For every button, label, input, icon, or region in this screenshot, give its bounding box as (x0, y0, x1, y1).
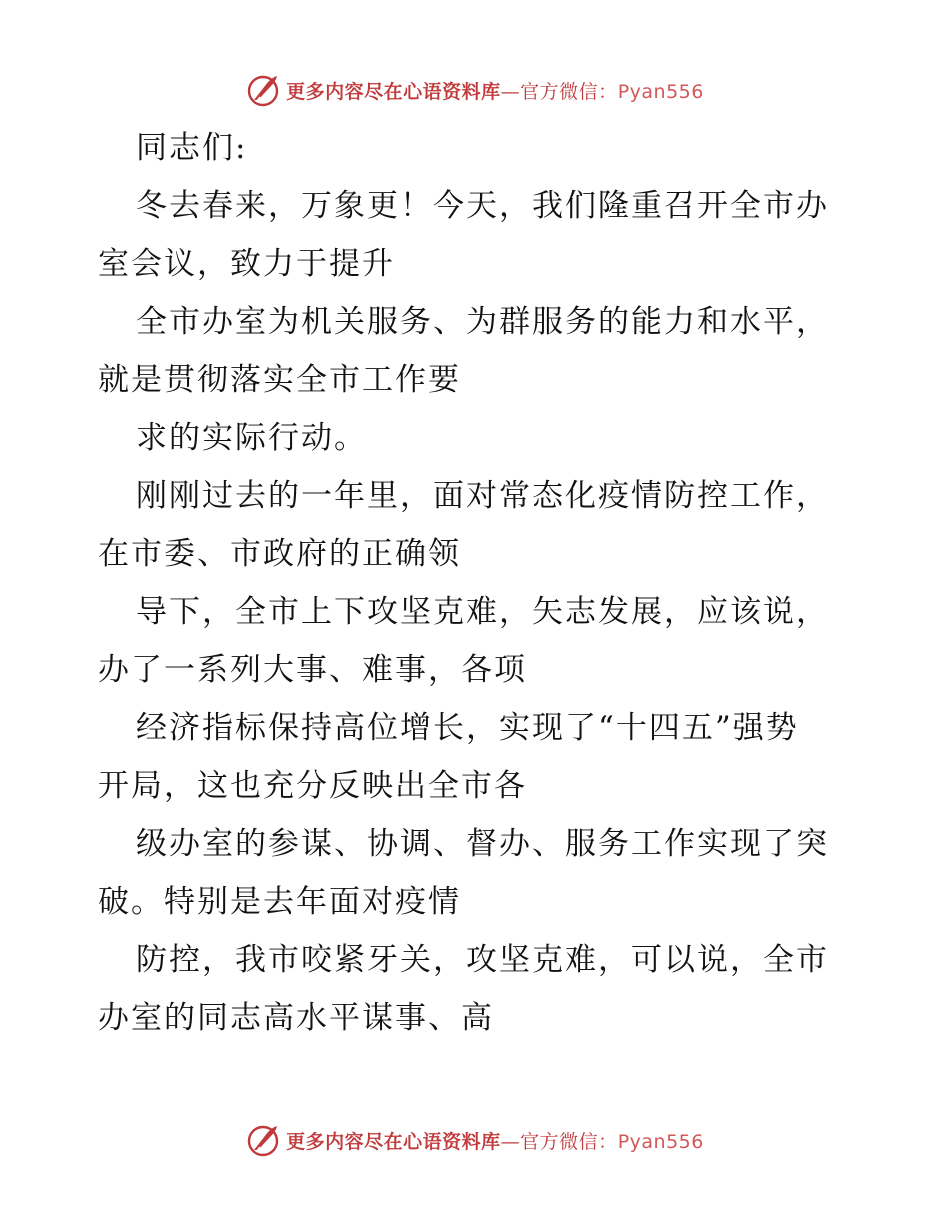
doc-line: 室会议，致力于提升 (98, 246, 395, 282)
doc-line: 刚刚过去的一年里，面对常态化疫情防控工作， (136, 478, 829, 514)
doc-line: 在市委、市政府的正确领 (98, 536, 461, 572)
brand-wechat-label: 官方微信： (520, 1130, 618, 1153)
doc-line: 级办室的参谋、协调、督办、服务工作实现了突 (136, 826, 829, 862)
doc-line: 就是贯彻落实全市工作要 (98, 362, 461, 398)
brand-dash: — (500, 1130, 521, 1153)
brand-wechat-label: 官方微信： (520, 80, 618, 103)
doc-line: 开局，这也充分反映出全市各 (98, 768, 527, 804)
brand-title: 更多内容尽在心语资料库 (286, 80, 501, 103)
doc-line: 同志们: (136, 130, 248, 166)
brand-title: 更多内容尽在心语资料库 (286, 1130, 501, 1153)
doc-line: 导下，全市上下攻坚克难，矢志发展，应该说， (136, 594, 829, 630)
doc-line: 办室的同志高水平谋事、高 (98, 1000, 494, 1036)
doc-line: 经济指标保持高位增长，实现了“十四五”强势 (136, 710, 799, 746)
doc-line: 破。特别是去年面对疫情 (98, 884, 461, 920)
brand-wechat-id: Pyan556 (617, 1130, 704, 1153)
brand-wechat-id: Pyan556 (617, 80, 704, 103)
doc-line: 全市办室为机关服务、为群服务的能力和水平， (136, 304, 829, 340)
footer-watermark (0, 1120, 950, 1160)
doc-line: 防控，我市咬紧牙关，攻坚克难，可以说，全市 (136, 942, 829, 978)
brand-text (286, 1127, 704, 1154)
doc-line: 求的实际行动。 (136, 420, 367, 456)
brand-dash: — (500, 80, 521, 103)
quill-logo-icon (246, 1122, 282, 1158)
doc-line: 冬去春来，万象更！今天，我们隆重召开全市办 (136, 188, 829, 224)
doc-line: 办了一系列大事、难事，各项 (98, 652, 527, 688)
